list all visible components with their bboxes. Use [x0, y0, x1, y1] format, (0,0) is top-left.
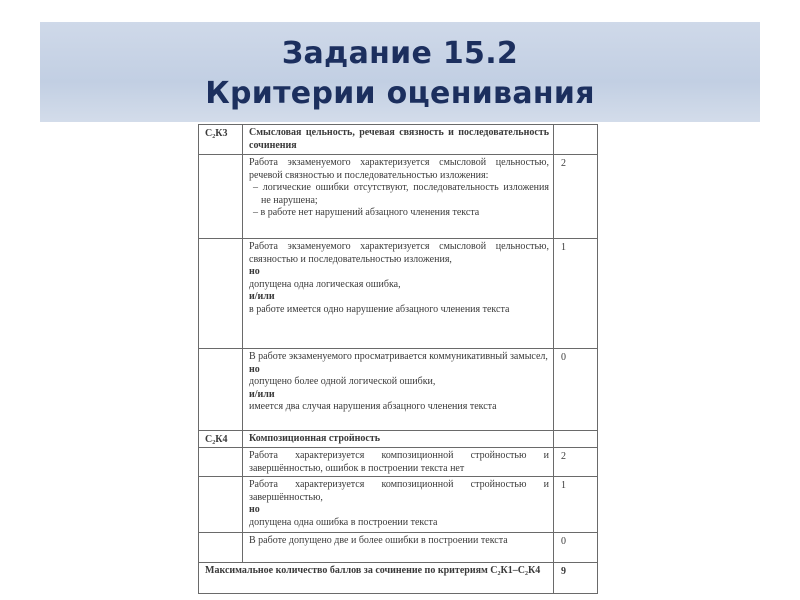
table-row: [199, 349, 597, 431]
table-row: [199, 125, 597, 155]
score-value: 2: [561, 451, 566, 462]
criterion-code: С₂К4: [205, 434, 228, 445]
total-label: Максимальное количество баллов за сочинение по критериям С₂К1–С₂К4: [205, 565, 541, 576]
keyword-but: но: [249, 266, 260, 277]
keyword-but: но: [249, 363, 260, 375]
table-row: [199, 155, 597, 239]
criterion-heading: Смысловая цельность, речевая связность и последовательность сочинения: [249, 127, 549, 151]
score-value: 0: [561, 352, 566, 363]
criterion-bullet: – в работе нет нарушений абзацного членения текста: [253, 207, 480, 218]
table-row: [199, 477, 597, 533]
criterion-description: Работа характеризуется композиционной стройностью и завершённостью, но допущена одна ошибка в построении текста: [249, 479, 549, 528]
slide-subtitle: Критерии оценивания: [205, 76, 595, 111]
table-row: [199, 239, 597, 349]
table-row: [199, 448, 597, 477]
title-banner: [40, 22, 760, 122]
keyword-but: но: [249, 504, 260, 515]
keyword-andor: и/или: [249, 291, 275, 302]
slide-title: Задание 15.2: [281, 36, 519, 71]
criterion-code: С₂К3: [205, 128, 228, 139]
criterion-description: В работе допущено две и более ошибки в построении текста: [249, 535, 508, 546]
table-row: [199, 533, 597, 563]
score-value: 1: [561, 480, 566, 491]
criterion-description: Работа экзаменуемого характеризуется смысловой цельностью, речевой связностью и последовательностью изложения: – логические ошибки отсутствуют, последовательность изложения не нарушена; – в работе нет нарушений абзацного членения текста: [249, 157, 549, 218]
criteria-table: [198, 124, 598, 594]
criterion-description: Работа экзаменуемого характеризуется смысловой цельностью, связностью и последовательностью изложения, но допущена одна логическая ошибка, и/или в работе имеется одно нарушение абзацного членения текста: [249, 241, 549, 315]
table-row: [199, 431, 597, 448]
score-value: 0: [561, 536, 566, 547]
criterion-description: Работа характеризуется композиционной стройностью и завершённостью, ошибок в построении текста нет: [249, 450, 549, 474]
criterion-description: В работе экзаменуемого просматривается коммуникативный замысел, но допущено более одной логической ошибки, и/или имеется два случая нарушения абзацного членения текста: [249, 351, 548, 412]
criterion-bullet: – логические ошибки отсутствуют, последовательность изложения не нарушена;: [253, 182, 549, 206]
total-score: 9: [561, 566, 566, 577]
score-value: 1: [561, 242, 566, 253]
criterion-heading: Композиционная стройность: [249, 433, 381, 444]
keyword-andor: и/или: [249, 388, 275, 400]
score-value: 2: [561, 158, 566, 169]
table-row-total: [199, 563, 597, 593]
